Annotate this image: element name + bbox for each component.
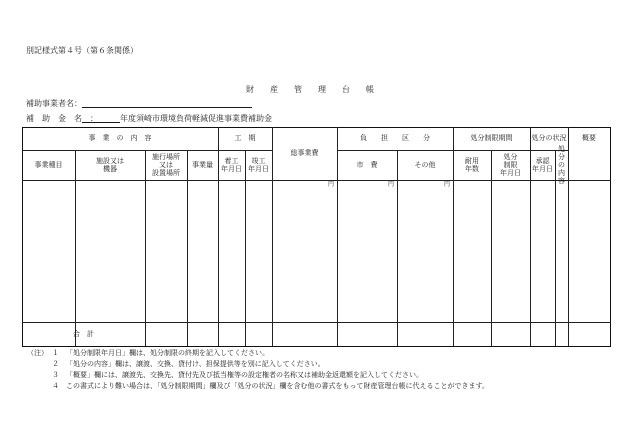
header-completion-date: 竣工 年月日 bbox=[248, 156, 269, 173]
header-start-date: 着工 年月日 bbox=[221, 156, 242, 173]
yen-unit-other: 円 bbox=[444, 181, 451, 188]
header-facility-or-equipment: 施設又は 機器 bbox=[96, 156, 124, 173]
note-number: ４ bbox=[52, 382, 59, 390]
table-body[interactable] bbox=[23, 181, 610, 321]
note-text: 「概要」欄には、譲渡先、交換先、貸付先及び抵当権等の設定権者の名称又は補助金返還額を記入してください。 bbox=[66, 371, 423, 379]
note-text: 「処分制限年月日」欄は、処分制限の終期を記入してください。 bbox=[66, 349, 269, 357]
header-useful-years: 耐用 年数 bbox=[465, 156, 479, 173]
header-quantity: 事業量 bbox=[192, 160, 213, 169]
group-construction-period: 工 期 bbox=[234, 134, 256, 143]
header-summary: 概要 bbox=[582, 134, 596, 143]
group-disposal-status: 処分の状況 bbox=[531, 134, 567, 143]
header-total-cost: 総事業費 bbox=[290, 149, 319, 158]
header-city-cost: 市 費 bbox=[356, 160, 378, 169]
header-construction-location: 施行場所 又は 設置場所 bbox=[152, 152, 180, 178]
header-disposal-content: 処分 の 内容 bbox=[558, 144, 565, 186]
note-text: 「処分の内容」欄は、譲渡、交換、貸付け、担保提供等を別に記入してください。 bbox=[66, 360, 325, 368]
grant-year-field[interactable] bbox=[82, 122, 120, 123]
business-operator-field[interactable] bbox=[82, 107, 252, 108]
grant-name-label: 補 助 金 名 ： bbox=[26, 114, 98, 123]
header-business-type: 事業種目 bbox=[34, 160, 63, 169]
form-label: 別記様式第４号（第６条関係） bbox=[26, 46, 138, 55]
document-title: 財 産 管 理 台 帳 bbox=[246, 85, 374, 94]
group-disposal-limit-period: 処分制限期間 bbox=[470, 134, 513, 143]
header-approval-date: 承認 年月日 bbox=[532, 156, 553, 173]
total-label: 合 計 bbox=[73, 329, 94, 338]
header-disposal-limit-date: 処分 制限 年月日 bbox=[500, 152, 521, 178]
group-burden-division: 負 担 区 分 bbox=[360, 134, 430, 143]
header-other: その他 bbox=[414, 160, 436, 169]
group-business-content: 事 業 の 内 容 bbox=[88, 134, 152, 143]
grant-name-suffix: 年度須崎市環境負荷軽減促進事業費補助金 bbox=[120, 114, 272, 123]
table-border-right bbox=[610, 127, 611, 346]
yen-unit-total-cost: 円 bbox=[328, 181, 335, 188]
note-number: ３ bbox=[52, 371, 59, 379]
note-number: １ bbox=[52, 349, 59, 357]
note-text: この書式により難い場合は、「処分制限期間」欄及び「処分の状況」欄を含む他の書式をもって財産管理台帳に代えることができます。 bbox=[66, 382, 489, 390]
table-border-bottom bbox=[22, 346, 611, 347]
note-number: ２ bbox=[52, 360, 59, 368]
notes-marker: （注） bbox=[27, 349, 48, 357]
yen-unit-city-cost: 円 bbox=[388, 181, 395, 188]
business-operator-label: 補助事業者名： bbox=[26, 99, 82, 108]
